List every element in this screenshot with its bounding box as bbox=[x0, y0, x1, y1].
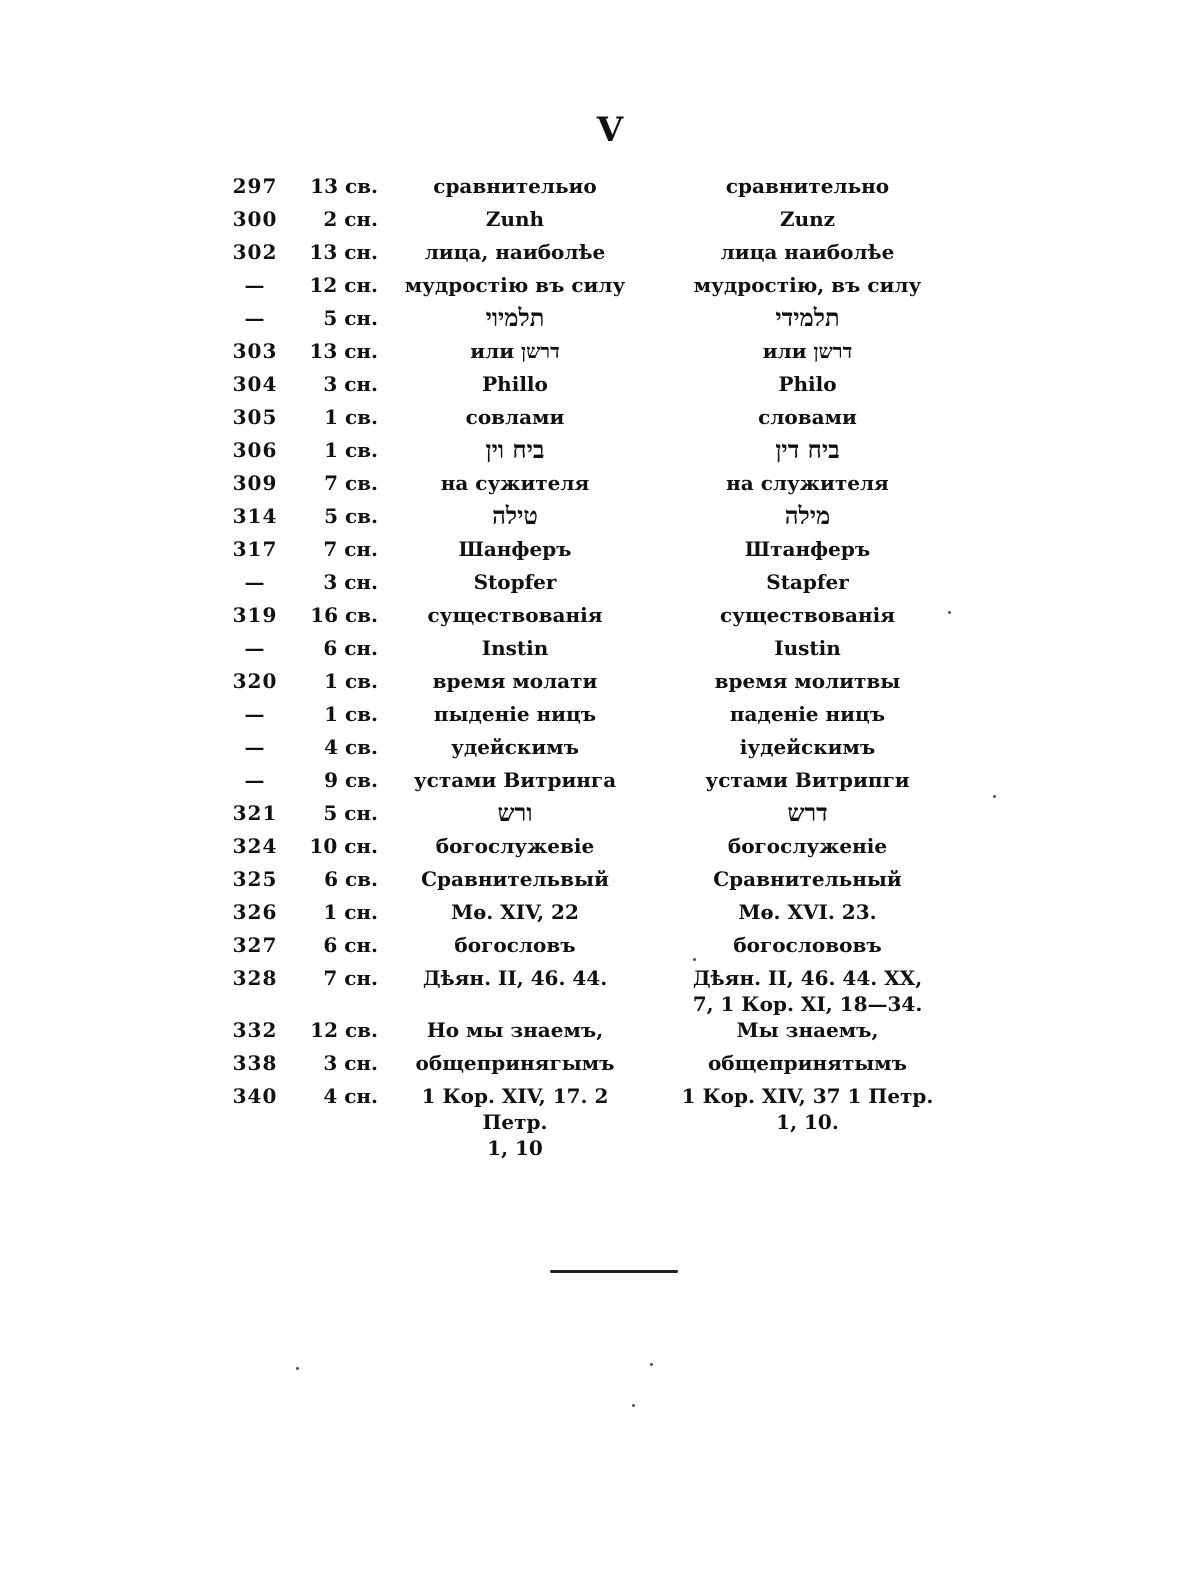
errata-row bbox=[210, 338, 1030, 371]
errata-page-number: — bbox=[244, 702, 266, 726]
errata-printed-text: совлами bbox=[465, 405, 565, 429]
errata-corrected-text: устами Витрипги bbox=[705, 768, 910, 792]
errata-page-number: 326 bbox=[232, 900, 278, 924]
errata-printed-text: пыденіе ницъ bbox=[433, 702, 597, 726]
errata-row bbox=[210, 1083, 1030, 1161]
errata-printed-text: 1 Кор. XIV, 17. 2 Петр. 1, 10 bbox=[421, 1084, 609, 1160]
errata-printed-text: общепринягымъ bbox=[415, 1051, 615, 1075]
errata-row bbox=[210, 734, 1030, 767]
errata-page-number: 300 bbox=[232, 207, 278, 231]
errata-corrected-text: מילה bbox=[784, 501, 831, 530]
errata-row bbox=[210, 965, 1030, 1017]
errata-printed-text: сравнительио bbox=[433, 174, 597, 198]
errata-page-number: — bbox=[244, 636, 266, 660]
errata-table bbox=[210, 173, 1030, 1161]
errata-corrected-text: 1 Кор. XIV, 37 1 Петр. 1, 10. bbox=[681, 1084, 934, 1134]
errata-line-reference: 10 сн. bbox=[309, 834, 378, 858]
errata-row bbox=[210, 866, 1030, 899]
errata-line-reference: 6 сн. bbox=[323, 933, 378, 957]
errata-line-reference: 4 сн. bbox=[323, 1084, 378, 1108]
errata-line-reference: 1 св. bbox=[324, 669, 378, 693]
errata-row bbox=[210, 767, 1030, 800]
errata-printed-text: Zunh bbox=[485, 207, 545, 231]
errata-corrected-text: богослуженіе bbox=[727, 834, 888, 858]
errata-page-number: 297 bbox=[232, 174, 278, 198]
errata-row bbox=[210, 437, 1030, 470]
errata-page-number: 302 bbox=[232, 240, 278, 264]
errata-line-reference: 5 св. bbox=[324, 504, 378, 528]
errata-row bbox=[210, 635, 1030, 668]
errata-line-reference: 3 сн. bbox=[323, 372, 378, 396]
errata-printed-text: существованія bbox=[427, 603, 603, 627]
errata-corrected-text: паденіе ницъ bbox=[729, 702, 886, 726]
errata-printed-text: Сравнительвый bbox=[421, 867, 609, 891]
errata-row bbox=[210, 602, 1030, 635]
errata-line-reference: 3 сн. bbox=[323, 1051, 378, 1075]
end-rule bbox=[550, 1270, 678, 1273]
errata-corrected-text: богослововъ bbox=[733, 933, 882, 957]
print-speck bbox=[693, 958, 696, 961]
errata-corrected-text: мудростію, въ силу bbox=[693, 273, 922, 297]
errata-row bbox=[210, 1050, 1030, 1083]
errata-printed-text: ביח וין bbox=[485, 435, 545, 464]
errata-page-number: 317 bbox=[232, 537, 278, 561]
errata-page-number: 305 bbox=[232, 405, 278, 429]
errata-page-number: — bbox=[244, 735, 266, 759]
errata-line-reference: 7 сн. bbox=[323, 537, 378, 561]
errata-row bbox=[210, 404, 1030, 437]
errata-corrected-text: время молитвы bbox=[714, 669, 901, 693]
errata-printed-text: Дѣян. II, 46. 44. bbox=[422, 966, 608, 990]
errata-page-number: 319 bbox=[232, 603, 278, 627]
errata-line-reference: 7 св. bbox=[324, 471, 378, 495]
errata-page-number: 340 bbox=[232, 1084, 278, 1108]
errata-corrected-text: Stapfer bbox=[766, 570, 849, 594]
errata-printed-text: Мѳ. XIV, 22 bbox=[451, 900, 579, 924]
errata-page-number: 309 bbox=[232, 471, 278, 495]
errata-corrected-text: сравнительно bbox=[725, 174, 890, 198]
errata-corrected-text: Zunz bbox=[779, 207, 836, 231]
errata-row bbox=[210, 470, 1030, 503]
errata-row bbox=[210, 503, 1030, 536]
errata-row bbox=[210, 833, 1030, 866]
errata-row bbox=[210, 206, 1030, 239]
errata-corrected-text: или דרשן bbox=[762, 339, 853, 363]
errata-corrected-text: Мы знаемъ, bbox=[736, 1018, 879, 1042]
errata-line-reference: 4 св. bbox=[324, 735, 378, 759]
errata-line-reference: 16 св. bbox=[310, 603, 378, 627]
errata-line-reference: 1 св. bbox=[324, 702, 378, 726]
page-number: V bbox=[596, 110, 624, 150]
errata-line-reference: 1 св. bbox=[324, 405, 378, 429]
errata-page-number: 314 bbox=[232, 504, 278, 528]
errata-corrected-text: существованія bbox=[719, 603, 896, 627]
errata-row bbox=[210, 800, 1030, 833]
errata-line-reference: 1 св. bbox=[324, 438, 378, 462]
errata-line-reference: 7 сн. bbox=[323, 966, 378, 990]
errata-row bbox=[210, 668, 1030, 701]
errata-page-number: — bbox=[244, 273, 266, 297]
errata-corrected-text: ביח דין bbox=[775, 435, 840, 464]
errata-page-number: 306 bbox=[232, 438, 278, 462]
errata-corrected-text: Мѳ. XVI. 23. bbox=[738, 900, 877, 924]
errata-corrected-text: תלמידי bbox=[775, 303, 840, 332]
errata-page-number: 303 bbox=[232, 339, 278, 363]
errata-line-reference: 6 св. bbox=[324, 867, 378, 891]
errata-line-reference: 3 сн. bbox=[323, 570, 378, 594]
print-speck bbox=[993, 795, 996, 798]
errata-line-reference: 12 сн. bbox=[309, 273, 378, 297]
errata-printed-text: или דרשן bbox=[470, 339, 560, 363]
errata-row bbox=[210, 305, 1030, 338]
errata-printed-text: Phillo bbox=[482, 372, 548, 396]
errata-page-number: — bbox=[244, 768, 266, 792]
errata-line-reference: 2 сн. bbox=[323, 207, 378, 231]
errata-corrected-text: Philo bbox=[778, 372, 837, 396]
errata-corrected-text: דרש bbox=[787, 798, 828, 827]
errata-printed-text: богословъ bbox=[454, 933, 576, 957]
errata-printed-text: תלמיוי bbox=[485, 303, 545, 332]
errata-page-number: 325 bbox=[232, 867, 278, 891]
errata-printed-text: время молати bbox=[432, 669, 598, 693]
errata-page-number: 321 bbox=[232, 801, 278, 825]
errata-page-number: 327 bbox=[232, 933, 278, 957]
errata-line-reference: 1 сн. bbox=[323, 900, 378, 924]
errata-line-reference: 12 св. bbox=[310, 1018, 378, 1042]
errata-printed-text: удейскимъ bbox=[451, 735, 579, 759]
print-speck bbox=[632, 1404, 635, 1407]
errata-row bbox=[210, 701, 1030, 734]
errata-printed-text: на сужителя bbox=[440, 471, 590, 495]
errata-line-reference: 13 св. bbox=[310, 174, 378, 198]
errata-line-reference: 6 сн. bbox=[323, 636, 378, 660]
errata-row bbox=[210, 239, 1030, 272]
errata-row bbox=[210, 569, 1030, 602]
errata-printed-text: טילה bbox=[492, 501, 538, 530]
errata-page-number: — bbox=[244, 570, 266, 594]
errata-row bbox=[210, 173, 1030, 206]
errata-corrected-text: лица наиболѣе bbox=[720, 240, 895, 264]
errata-corrected-text: на служителя bbox=[726, 471, 889, 495]
errata-corrected-text: общепринятымъ bbox=[707, 1051, 908, 1075]
errata-row bbox=[210, 272, 1030, 305]
errata-page-number: 304 bbox=[232, 372, 278, 396]
print-speck bbox=[650, 1363, 653, 1366]
errata-corrected-text: іудейскимъ bbox=[739, 735, 876, 759]
errata-printed-text: мудростію въ силу bbox=[404, 273, 626, 297]
errata-row bbox=[210, 536, 1030, 569]
print-speck bbox=[296, 1367, 299, 1370]
errata-page-number: 324 bbox=[232, 834, 278, 858]
errata-row bbox=[210, 1017, 1030, 1050]
errata-printed-text: ורש bbox=[497, 798, 533, 827]
errata-page-number: 320 bbox=[232, 669, 278, 693]
errata-page-number: 328 bbox=[232, 966, 278, 990]
print-speck bbox=[948, 611, 951, 614]
errata-printed-text: Шанферъ bbox=[458, 537, 572, 561]
errata-corrected-text: Дѣян. II, 46. 44. XX, 7, 1 Кор. XI, 18—34. bbox=[692, 966, 923, 1016]
errata-line-reference: 9 св. bbox=[324, 768, 378, 792]
errata-printed-text: богослужевіе bbox=[435, 834, 595, 858]
errata-line-reference: 13 сн. bbox=[309, 240, 378, 264]
errata-page-number: 338 bbox=[232, 1051, 278, 1075]
errata-row bbox=[210, 371, 1030, 404]
errata-corrected-text: Iustin bbox=[774, 636, 841, 660]
errata-line-reference: 13 сн. bbox=[309, 339, 378, 363]
errata-printed-text: Stopfer bbox=[473, 570, 557, 594]
errata-printed-text: лица, наиболѣе bbox=[424, 240, 606, 264]
errata-page-number: — bbox=[244, 306, 266, 330]
errata-line-reference: 5 сн. bbox=[323, 801, 378, 825]
errata-line-reference: 5 сн. bbox=[323, 306, 378, 330]
errata-corrected-text: Сравнительный bbox=[713, 867, 902, 891]
errata-printed-text: устами Витринга bbox=[413, 768, 617, 792]
errata-printed-text: Instin bbox=[481, 636, 549, 660]
errata-printed-text: Но мы знаемъ, bbox=[426, 1018, 604, 1042]
errata-row bbox=[210, 899, 1030, 932]
errata-corrected-text: словами bbox=[758, 405, 857, 429]
errata-row bbox=[210, 932, 1030, 965]
errata-corrected-text: Штанферъ bbox=[744, 537, 871, 561]
errata-page-number: 332 bbox=[232, 1018, 278, 1042]
